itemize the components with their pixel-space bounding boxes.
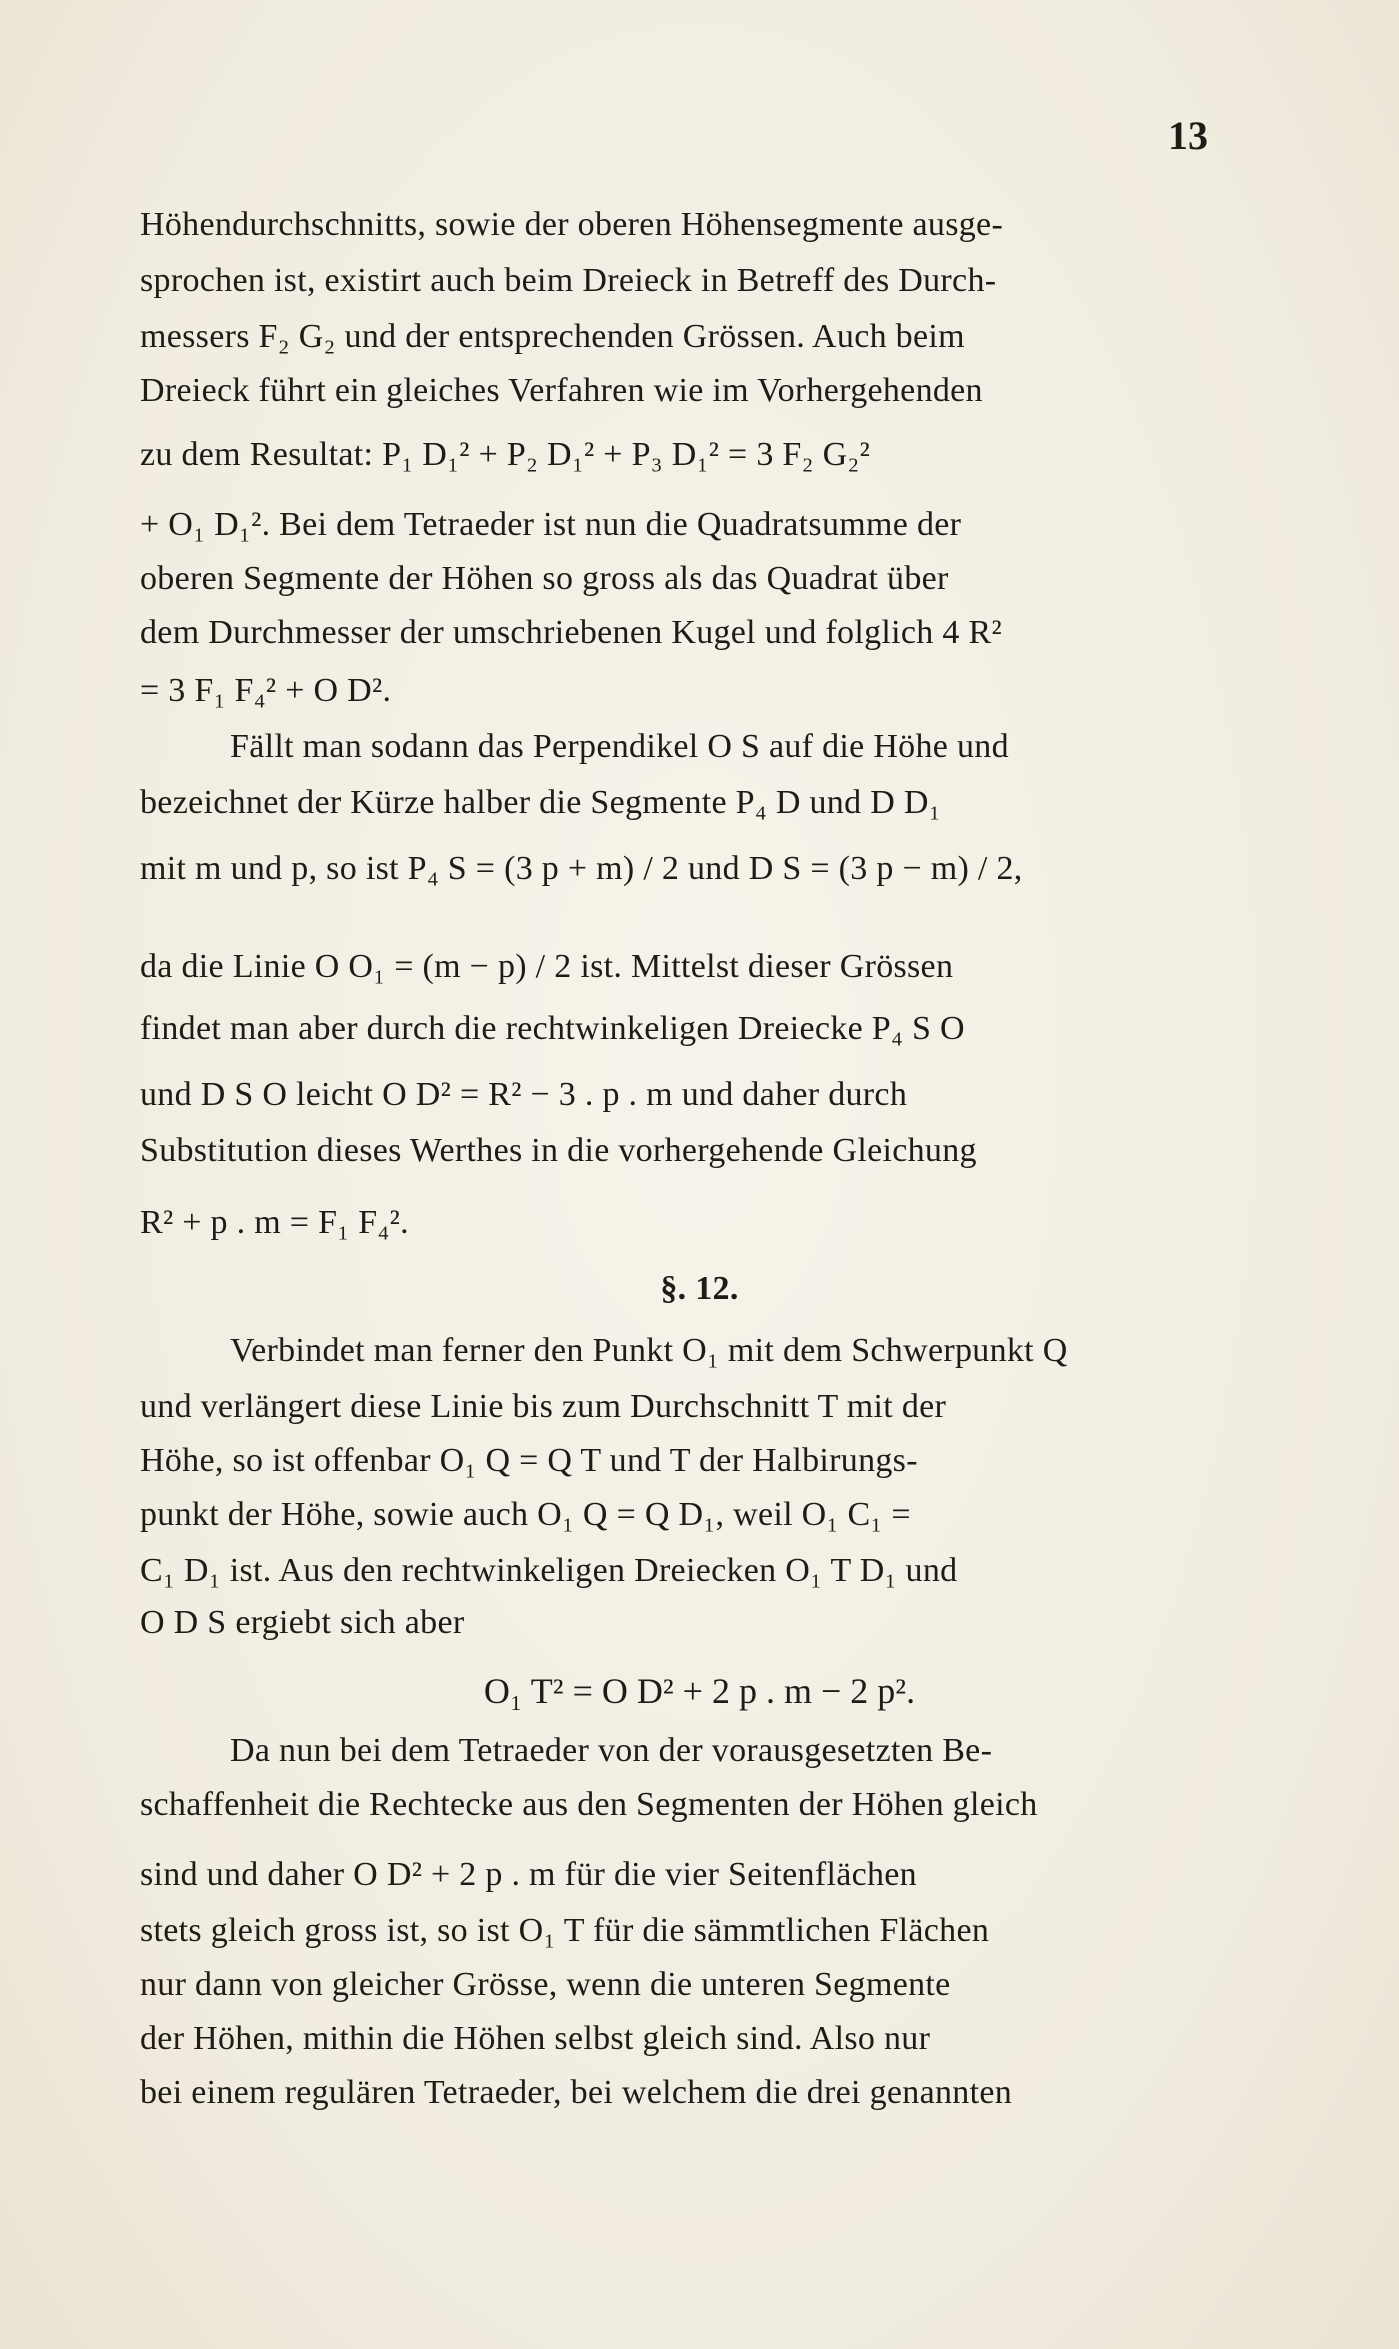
- text-line: Höhe, so ist offenbar O₁ Q = Q T und T der Halbirungs-: [140, 1442, 918, 1479]
- text-line: schaffenheit die Rechtecke aus den Segmenten der Höhen gleich: [140, 1786, 1038, 1823]
- formula-line: + O₁ D₁². Bei dem Tetraeder ist nun die Quadratsumme der: [140, 506, 962, 543]
- section-heading: §. 12.: [660, 1270, 739, 1307]
- text-line: Substitution dieses Werthes in die vorhergehende Gleichung: [140, 1132, 977, 1169]
- text-line: und verlängert diese Linie bis zum Durchschnitt T mit der: [140, 1388, 947, 1425]
- text-line: Dreieck führt ein gleiches Verfahren wie im Vorhergehenden: [140, 372, 983, 409]
- formula-line: R² + p . m = F₁ F₄².: [140, 1204, 409, 1241]
- text-line: Verbindet man ferner den Punkt O₁ mit dem Schwerpunkt Q: [230, 1332, 1068, 1369]
- text-line: punkt der Höhe, sowie auch O₁ Q = Q D₁, weil O₁ C₁ =: [140, 1496, 911, 1533]
- text-line: Da nun bei dem Tetraeder von der vorausgesetzten Be-: [230, 1732, 993, 1769]
- display-formula: O₁ T² = O D² + 2 p . m − 2 p².: [483, 1671, 916, 1711]
- text-line: bei einem regulären Tetraeder, bei welchem die drei genannten: [140, 2074, 1013, 2111]
- text-line: nur dann von gleicher Grösse, wenn die unteren Segmente: [140, 1966, 951, 2003]
- text-line: O D S ergiebt sich aber: [140, 1604, 465, 1641]
- text-line: sprochen ist, existirt auch beim Dreieck in Betreff des Durch-: [140, 262, 997, 299]
- text-line: bezeichnet der Kürze halber die Segmente P₄ D und D D₁: [140, 784, 941, 821]
- text-line: dem Durchmesser der umschriebenen Kugel und folglich 4 R²: [140, 614, 1002, 651]
- formula-line: sind und daher O D² + 2 p . m für die vier Seitenflächen: [140, 1856, 917, 1893]
- text-line: der Höhen, mithin die Höhen selbst gleich sind. Also nur: [140, 2020, 931, 2057]
- text-line: Höhendurchschnitts, sowie der oberen Höhensegmente ausge-: [140, 206, 1004, 243]
- text-line: C₁ D₁ ist. Aus den rechtwinkeligen Dreiecken O₁ T D₁ und: [140, 1552, 958, 1589]
- formula-line: und D S O leicht O D² = R² − 3 . p . m und daher durch: [140, 1076, 908, 1113]
- text-line: findet man aber durch die rechtwinkeligen Dreiecke P₄ S O: [140, 1010, 965, 1047]
- text-line: stets gleich gross ist, so ist O₁ T für die sämmtlichen Flächen: [140, 1912, 990, 1949]
- formula-line: zu dem Resultat: P₁ D₁² + P₂ D₁² + P₃ D₁² = 3 F₂ G₂²: [140, 436, 871, 473]
- formula-line: mit m und p, so ist P₄ S = (3 p + m) / 2 und D S = (3 p − m) / 2,: [140, 850, 1023, 887]
- formula-line: da die Linie O O₁ = (m − p) / 2 ist. Mittelst dieser Grössen: [140, 948, 954, 985]
- page-number: 13: [1168, 113, 1208, 158]
- text-line: oberen Segmente der Höhen so gross als das Quadrat über: [140, 560, 949, 597]
- formula-line: = 3 F₁ F₄² + O D².: [140, 672, 392, 709]
- text-line: Fällt man sodann das Perpendikel O S auf die Höhe und: [230, 728, 1009, 765]
- text-line: messers F₂ G₂ und der entsprechenden Grössen. Auch beim: [140, 318, 965, 355]
